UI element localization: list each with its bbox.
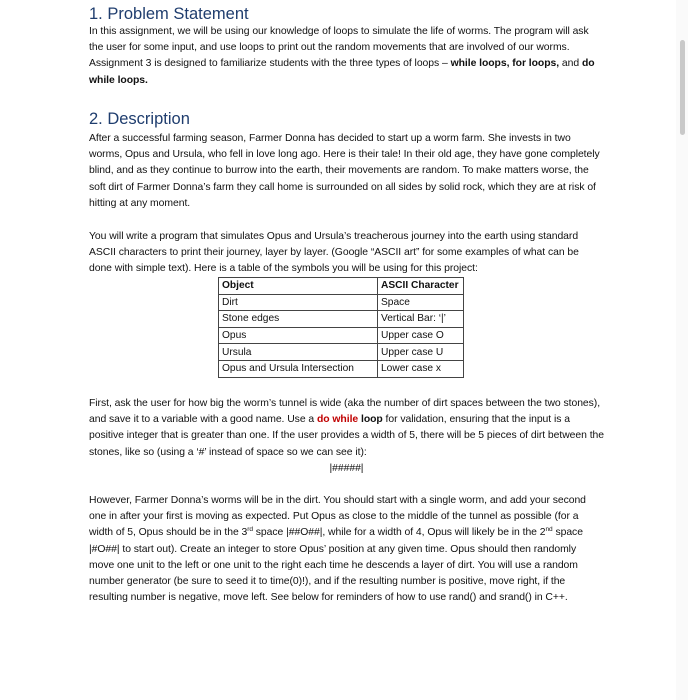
- p4-sup-rd: rd: [247, 526, 253, 534]
- p3-text-b: for validation, ensuring that the input is a positive integer that is greater than one. If the user provides a width of 5, there will be 5 pieces of dirt between the stones, like so (using a ‘#’ instead of space so we can see it):: [89, 414, 604, 458]
- table-cell: Dirt: [219, 294, 378, 311]
- table-cell: Space: [378, 294, 464, 311]
- p3-text-a: First, ask the user for how big the worm’s tunnel is wide (aka the number of dirt spaces between the two stones), and save it to a variable with a good name. Use a: [89, 398, 601, 426]
- table-row: [219, 344, 464, 361]
- description-paragraph-1: After a successful farming season, Farmer Donna has decided to start up a worm farm. She invests in two worms, Opus and Ursula, who fell in love long ago. Here is their tale! In their old age, they have gone completely blind, and as they continue to burrow into the earth, their movements are random. To make matters worse, the soft dirt of Farmer Donna’s farm they call home is surrounded on all sides by solid rock, which they are at risk of hitting at any moment.: [89, 133, 600, 209]
- p3-do-while: do while: [316, 414, 359, 426]
- p4-text-a: However, Farmer Donna’s worms will be in the dirt. You should start with a single worm, and add your second one in after your first is moving as expected. Put Opus as close to the middle of the tunnel as possible (for a width of 5, Opus should be in the 3: [89, 495, 586, 539]
- ps-bold-dowhile: do while loops.: [89, 58, 595, 86]
- table-row: [219, 311, 464, 328]
- description-heading: 2. Description: [89, 110, 190, 128]
- symbols-table: [218, 277, 464, 378]
- table-cell: Stone edges: [219, 311, 378, 328]
- table-row: [219, 294, 464, 311]
- table-row: [219, 360, 464, 377]
- problem-statement-heading: 1. Problem Statement: [89, 5, 249, 23]
- table-cell: Vertical Bar: ‘|’: [378, 311, 464, 328]
- table-cell: Upper case O: [378, 327, 464, 344]
- table-row: [219, 327, 464, 344]
- table-cell: Lower case x: [378, 360, 464, 377]
- scrollbar-track[interactable]: [676, 0, 688, 700]
- p3-loop: loop: [358, 414, 383, 426]
- p4-text-b: space |##O##|, while for a width of 4, Opus will likely be in the 2: [252, 527, 546, 539]
- p4-sup-nd: nd: [545, 526, 553, 534]
- table-header-ascii: ASCII Character: [378, 278, 464, 295]
- problem-statement-paragraph: [89, 24, 604, 89]
- ps-bold-loops: while loops, for loops,: [450, 58, 560, 70]
- scrollbar-thumb[interactable]: [680, 40, 685, 135]
- description-paragraph-2: You will write a program that simulates Opus and Ursula’s treacherous journey into the earth using standard ASCII characters to print their journey, layer by layer. (Google “ASCII art” for some examples of what can be done with simple text). Here is a table of the symbols you will be using for this project:: [89, 231, 579, 275]
- ps-mid: and: [559, 58, 582, 70]
- table-header-object: Object: [219, 278, 378, 295]
- description-paragraph-3: [89, 396, 604, 461]
- description-paragraph-4: [89, 493, 604, 606]
- table-cell: Opus and Ursula Intersection: [219, 360, 378, 377]
- ps-text: In this assignment, we will be using our knowledge of loops to simulate the life of worms. The program will ask the user for some input, and use loops to print out the random movements that are involved of our worms. Assignment 3 is designed to familiarize students with the three types of loops –: [89, 26, 589, 70]
- tunnel-example: |#####|: [329, 463, 364, 474]
- p4-text-c: space |#O##| to start out). Create an integer to store Opus’ position at any given time. Opus should then randomly move one unit to the left or one unit to the right each time he descends a layer of dirt. You will use a random number generator (be sure to seed it to time(0)!), and if the resulting number is positive, move right, if the resulting number is negative, move left. See below for reminders of how to use rand() and srand() in C++.: [89, 527, 583, 604]
- table-cell: Ursula: [219, 344, 378, 361]
- table-cell: Upper case U: [378, 344, 464, 361]
- table-header-row: [219, 278, 464, 295]
- table-cell: Opus: [219, 327, 378, 344]
